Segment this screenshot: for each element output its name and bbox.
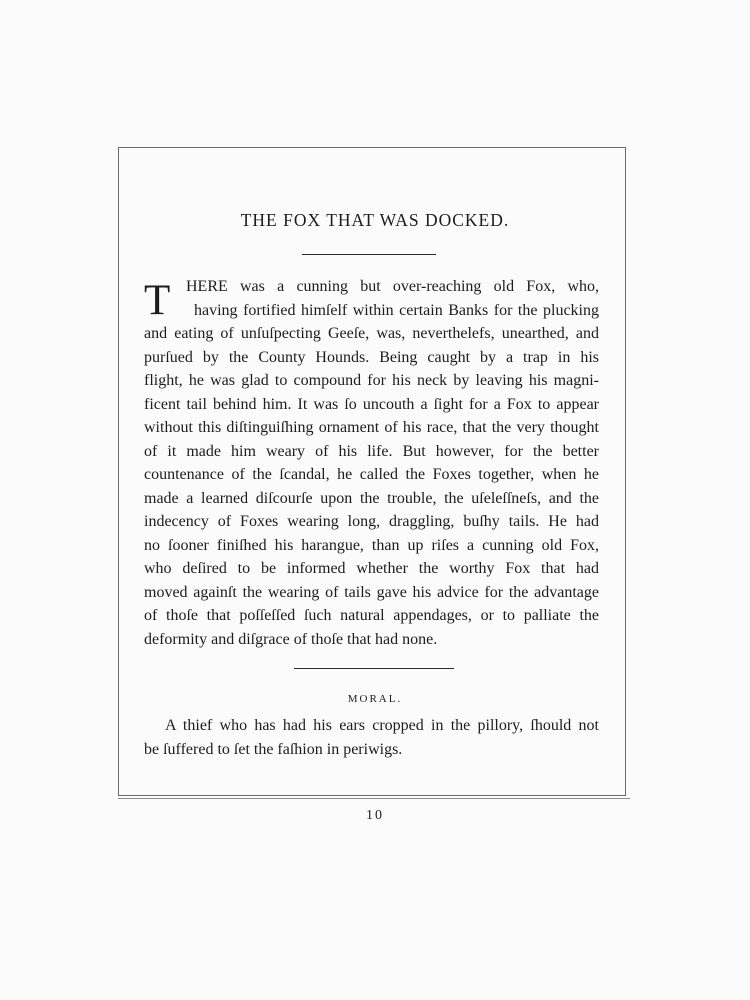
- body-line: deformity and diſgrace of thoſe that had none.: [144, 630, 438, 648]
- moral-heading: MORAL.: [347, 693, 403, 705]
- drop-cap: T: [144, 277, 171, 324]
- body-line: indecency of Foxes wearing long, draggling, buſhy tails. He had: [144, 513, 599, 530]
- body-line: HERE was a cunning but over-reaching old Fox, who,: [186, 278, 599, 295]
- body-line: purſued by the County Hounds. Being caught by a trap in his: [144, 348, 599, 366]
- body-line: ficent tail behind him. It was ſo uncouth a ſight for a Fox to appear: [144, 395, 599, 413]
- page-border-bottom-rule: [118, 798, 630, 799]
- moral-line: A thief who has had his ears cropped in the pillory, ſhould not: [165, 717, 599, 734]
- body-line: without this diſtinguiſhing ornament of his race, that the very thought: [144, 419, 599, 436]
- body-line: flight, he was glad to compound for his neck by leaving his magni-: [144, 372, 599, 389]
- fable-body: [144, 275, 599, 651]
- title-divider: [302, 254, 436, 255]
- body-line: of thoſe that poſſeſſed ſuch natural appendages, or to palliate the: [144, 607, 599, 624]
- fable-title: THE FOX THAT WAS DOCKED.: [240, 210, 510, 230]
- body-line: and eating of unſuſpecting Geeſe, was, neverthelefs, unearthed, and: [144, 325, 599, 342]
- body-line: moved againſt the wearing of tails gave his advice for the advantage: [144, 583, 599, 601]
- moral-divider: [294, 668, 454, 669]
- body-line: no ſooner finiſhed his harangue, than up riſes a cunning old Fox,: [144, 536, 599, 554]
- body-line: who deſired to be informed whether the worthy Fox that had: [144, 560, 599, 577]
- body-line: having fortified himſelf within certain Banks for the plucking: [194, 301, 599, 319]
- page-number: 10: [366, 808, 384, 823]
- body-line: of it made him weary of his life. But however, for the better: [144, 442, 599, 460]
- body-line: countenance of the ſcandal, he called the Foxes together, when he: [144, 466, 599, 483]
- moral-body: [144, 713, 599, 760]
- body-line: made a learned diſcourſe upon the trouble, the uſeleſſneſs, and the: [144, 489, 599, 507]
- moral-line: be ſuffered to ſet the faſhion in periwigs.: [144, 740, 403, 758]
